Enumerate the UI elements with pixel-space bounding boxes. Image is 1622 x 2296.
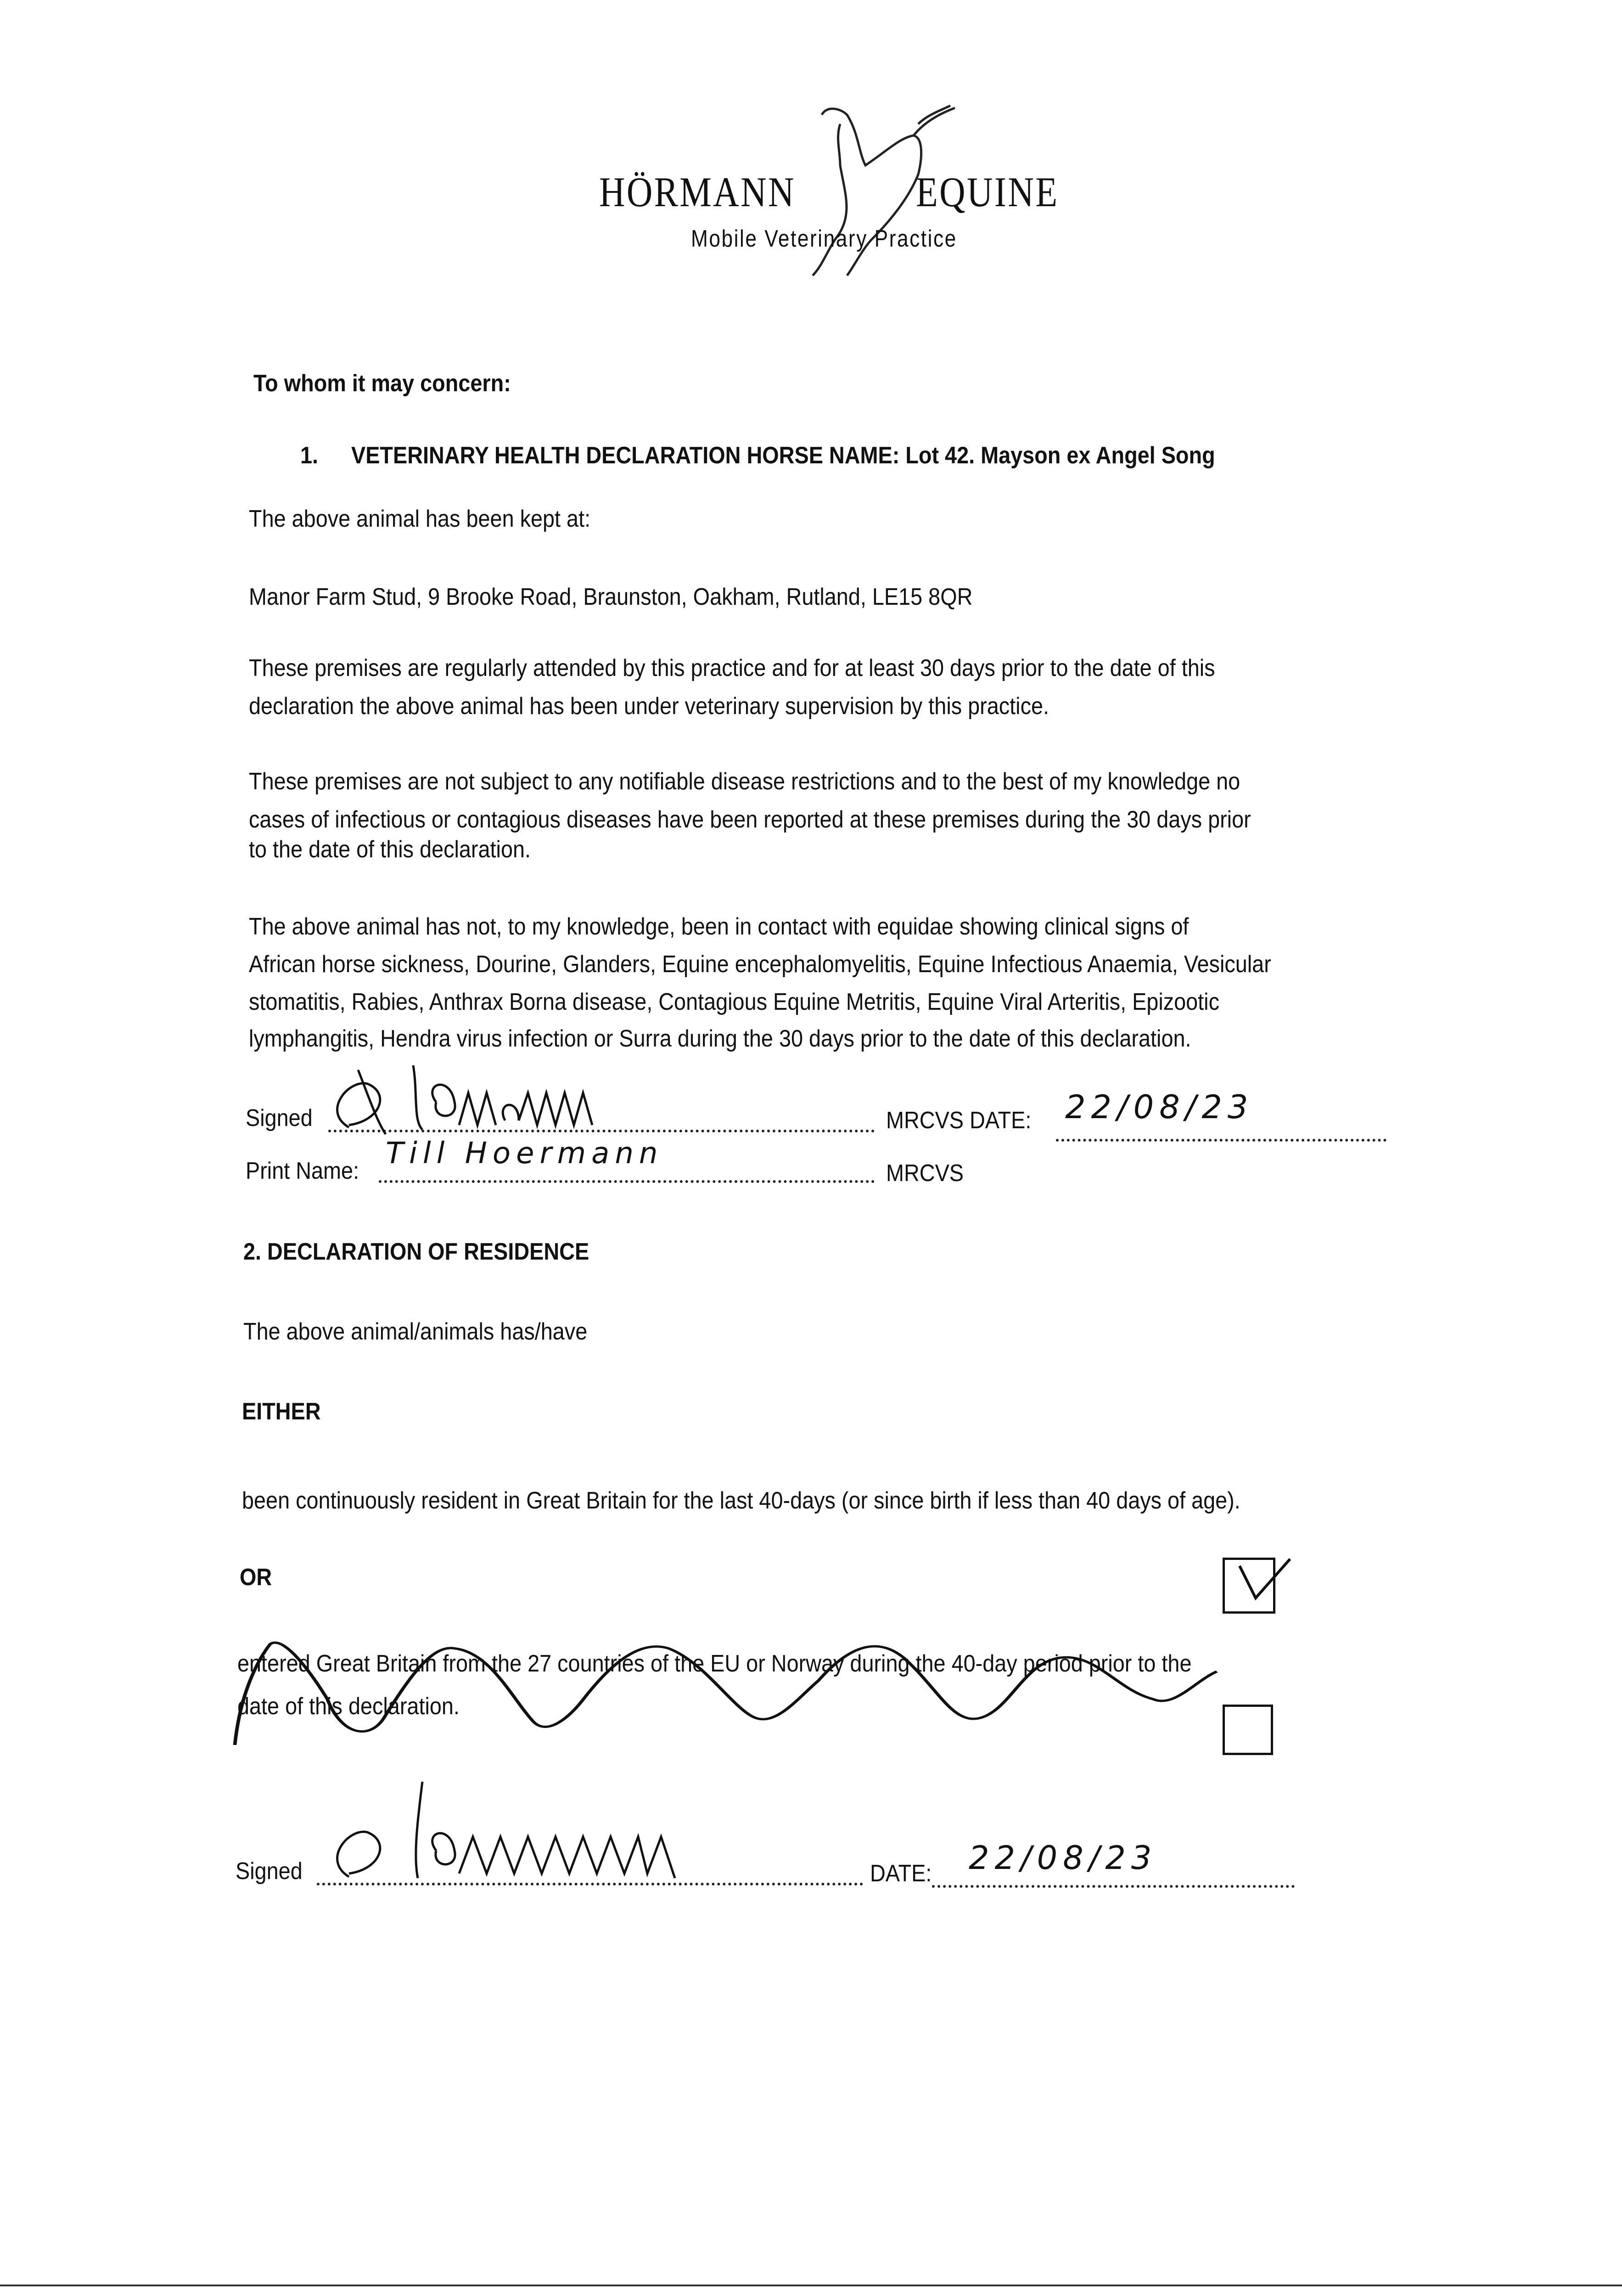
- option1-checkbox[interactable]: [1223, 1558, 1275, 1614]
- section1-number: 1.: [300, 442, 319, 469]
- option2-text-line: date of this declaration.: [237, 1693, 460, 1720]
- signed-label: Signed: [246, 1105, 313, 1131]
- logo-subtitle: Mobile Veterinary Practice: [691, 225, 957, 252]
- date-line: [1056, 1139, 1386, 1142]
- paragraph-line: These premises are not subject to any notifiable disease restrictions and to the best of my knowledge no: [249, 768, 1240, 795]
- date-label: DATE:: [870, 1860, 932, 1887]
- or-label: OR: [240, 1564, 272, 1591]
- mrcvs-label: MRCVS: [886, 1160, 964, 1187]
- page-edge-divider: [0, 2285, 1622, 2286]
- paragraph-line: The above animal has not, to my knowledge, been in contact with equidae showing clinical signs of: [249, 913, 1189, 940]
- logo-name-right: EQUINE: [916, 169, 1059, 215]
- signature-line: [317, 1883, 863, 1885]
- option2-checkbox[interactable]: [1223, 1705, 1273, 1755]
- paragraph-line: African horse sickness, Dourine, Glanders, Equine encephalomyelitis, Equine Infectious Anaemia, Vesicular: [249, 951, 1271, 978]
- paragraph-line: lymphangitis, Hendra virus infection or Surra during the 30 days prior to the date of this declaration.: [249, 1025, 1191, 1052]
- paragraph-line: to the date of this declaration.: [249, 836, 531, 863]
- kept-at-label: The above animal has been kept at:: [249, 506, 591, 532]
- section1-heading: VETERINARY HEALTH DECLARATION HORSE NAME: Lot 42. Mayson ex Angel Song: [351, 442, 1215, 469]
- residence-date-value: 22/08/23: [969, 1839, 1157, 1877]
- mrcvs-date-label: MRCVS DATE:: [886, 1107, 1032, 1134]
- paragraph-line: cases of infectious or contagious diseases have been reported at these premises during the 30 days prior: [249, 806, 1251, 833]
- paragraph-line: declaration the above animal has been under veterinary supervision by this practice.: [249, 693, 1050, 720]
- paragraph-line: These premises are regularly attended by this practice and for at least 30 days prior to the date of this: [249, 655, 1215, 681]
- salutation: To whom it may concern:: [253, 370, 511, 397]
- section2-heading: 2. DECLARATION OF RESIDENCE: [243, 1238, 589, 1265]
- logo-name-left: HÖRMANN: [599, 169, 796, 215]
- paragraph-line: stomatitis, Rabies, Anthrax Borna disease, Contagious Equine Metritis, Equine Viral Arteritis, Epizootic: [249, 989, 1219, 1015]
- either-label: EITHER: [242, 1398, 321, 1425]
- option1-text: been continuously resident in Great Britain for the last 40-days (or since birth if less than 40 days of age).: [242, 1487, 1240, 1514]
- option2-text-line: entered Great Britain from the 27 countries of the EU or Norway during the 40-day period prior to the: [237, 1650, 1192, 1677]
- print-name-label: Print Name:: [246, 1158, 359, 1184]
- print-name-value: Till Hoermann: [386, 1137, 663, 1171]
- premises-address: Manor Farm Stud, 9 Brooke Road, Braunston, Oakham, Rutland, LE15 8QR: [249, 584, 973, 610]
- signed-label: Signed: [236, 1858, 303, 1885]
- section2-intro: The above animal/animals has/have: [243, 1318, 588, 1345]
- declaration-date-value: 22/08/23: [1065, 1088, 1254, 1126]
- date-line: [932, 1885, 1295, 1888]
- print-name-line: [379, 1180, 875, 1183]
